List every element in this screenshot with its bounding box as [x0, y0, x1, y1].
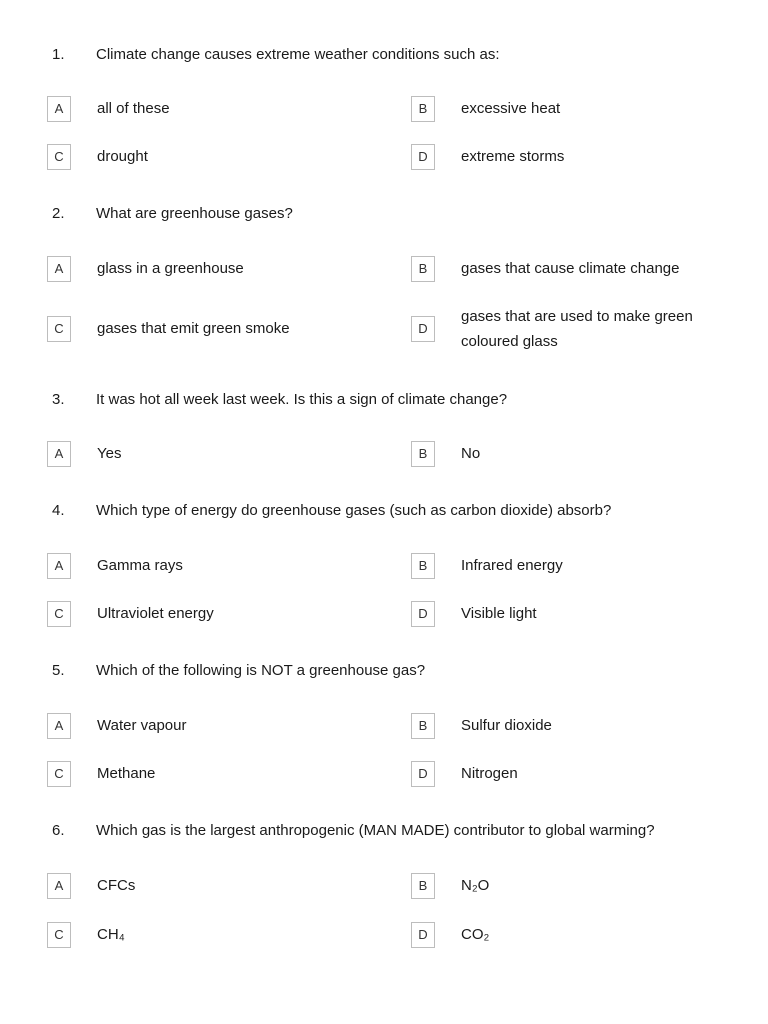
option-letter-box: C [47, 316, 71, 342]
option-letter-box: C [47, 144, 71, 170]
option-text: gases that emit green smoke [97, 320, 290, 337]
option-text: Ultraviolet energy [97, 605, 214, 622]
option-2a[interactable] [47, 256, 387, 284]
option-text: N₂O [461, 877, 490, 894]
option-text: Methane [97, 765, 156, 782]
option-letter-box: D [411, 922, 435, 948]
option-4a[interactable] [47, 553, 387, 581]
option-letter-box: B [411, 553, 435, 579]
question-6 [0, 816, 768, 846]
option-letter-box: C [47, 761, 71, 787]
option-letter-box: A [47, 96, 71, 122]
option-text: Water vapour [97, 717, 187, 734]
option-letter-box: B [411, 96, 435, 122]
option-2b[interactable] [411, 256, 761, 284]
option-text: extreme storms [461, 148, 565, 165]
option-1a[interactable] [47, 96, 387, 124]
option-letter-box: C [47, 601, 71, 627]
option-2c[interactable] [47, 316, 387, 344]
option-letter-box: A [47, 256, 71, 282]
option-letter-box: A [47, 553, 71, 579]
option-6b[interactable] [411, 873, 761, 901]
option-1b[interactable] [411, 96, 761, 124]
question-number: 3. [52, 391, 65, 408]
option-letter-box: D [411, 144, 435, 170]
option-letter-box: B [411, 713, 435, 739]
option-text: Infrared energy [461, 557, 563, 574]
option-5b[interactable] [411, 713, 761, 741]
question-number: 6. [52, 822, 65, 839]
option-1d[interactable] [411, 144, 761, 172]
option-4b[interactable] [411, 553, 761, 581]
option-text: Yes [97, 445, 122, 462]
option-3a[interactable] [47, 441, 387, 469]
question-1 [0, 40, 768, 70]
option-letter-box: A [47, 873, 71, 899]
question-3 [0, 385, 768, 415]
option-text: CO₂ [461, 926, 490, 943]
option-letter-box: B [411, 256, 435, 282]
option-text: all of these [97, 100, 170, 117]
option-6a[interactable] [47, 873, 387, 901]
option-text: drought [97, 148, 148, 165]
option-5a[interactable] [47, 713, 387, 741]
question-number: 5. [52, 662, 65, 679]
option-text: Sulfur dioxide [461, 717, 552, 734]
option-letter-box: D [411, 761, 435, 787]
option-text: Gamma rays [97, 557, 183, 574]
question-number: 1. [52, 46, 65, 63]
option-text: excessive heat [461, 100, 561, 117]
option-letter-box: C [47, 922, 71, 948]
option-4c[interactable] [47, 601, 387, 629]
option-text: gases that are used to make green coloured glass [461, 308, 693, 350]
option-text: CH₄ [97, 926, 125, 943]
question-text: Which of the following is NOT a greenhouse gas? [96, 662, 426, 679]
option-letter-box: A [47, 713, 71, 739]
option-5d[interactable] [411, 761, 761, 789]
option-text: Visible light [461, 605, 537, 622]
option-letter-box: B [411, 441, 435, 467]
question-4 [0, 496, 768, 526]
option-6c[interactable] [47, 922, 387, 950]
question-text: What are greenhouse gases? [96, 205, 293, 222]
option-text: glass in a greenhouse [97, 260, 244, 277]
option-2d[interactable] [411, 308, 761, 350]
option-6d[interactable] [411, 922, 761, 950]
question-5 [0, 656, 768, 686]
option-3b[interactable] [411, 441, 761, 469]
option-text: gases that cause climate change [461, 260, 680, 277]
option-letter-box: D [411, 316, 435, 342]
option-letter-box: D [411, 601, 435, 627]
option-5c[interactable] [47, 761, 387, 789]
question-text: Climate change causes extreme weather conditions such as: [96, 46, 500, 63]
question-number: 2. [52, 205, 65, 222]
question-text: Which gas is the largest anthropogenic (MAN MADE) contributor to global warming? [96, 822, 655, 839]
option-text: No [461, 445, 481, 462]
question-2 [0, 199, 768, 229]
option-1c[interactable] [47, 144, 387, 172]
question-number: 4. [52, 502, 65, 519]
option-letter-box: B [411, 873, 435, 899]
question-text: It was hot all week last week. Is this a sign of climate change? [96, 391, 508, 408]
question-text: Which type of energy do greenhouse gases (such as carbon dioxide) absorb? [96, 502, 612, 519]
option-text: CFCs [97, 877, 136, 894]
option-text: Nitrogen [461, 765, 518, 782]
option-letter-box: A [47, 441, 71, 467]
option-4d[interactable] [411, 601, 761, 629]
